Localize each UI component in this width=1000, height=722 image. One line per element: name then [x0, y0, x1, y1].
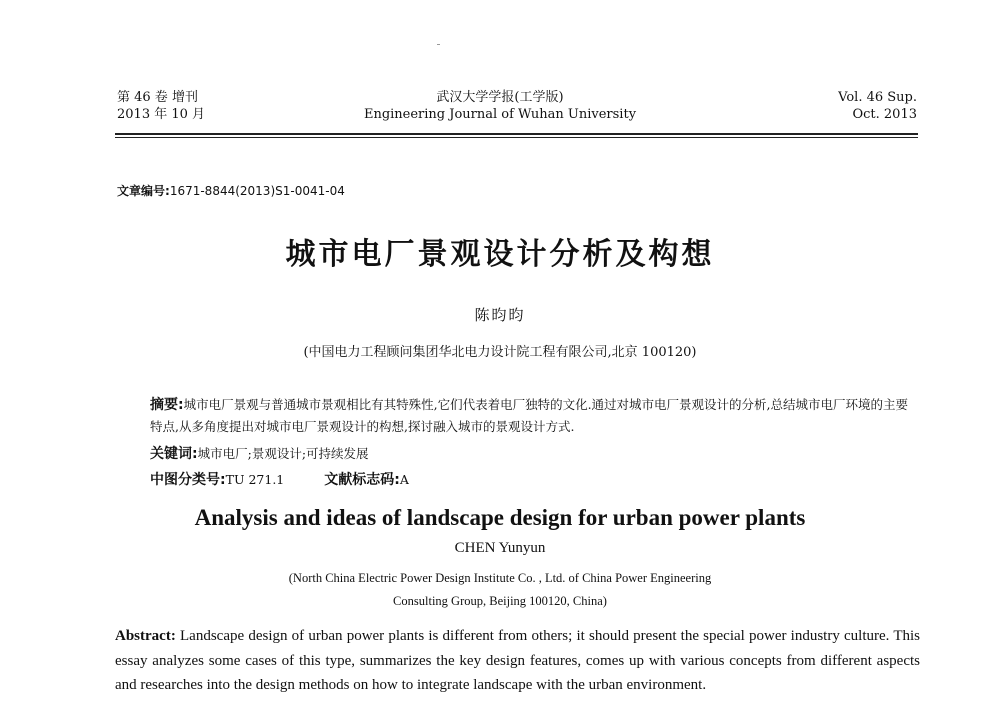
- publication-date-cn: 2013 年 10 月: [117, 107, 206, 122]
- keywords-cn: [150, 443, 369, 463]
- abstract-en-label: Abstract:: [115, 628, 176, 644]
- doc-code-label: 文献标志码:: [324, 472, 400, 488]
- paper-title-cn: 城市电厂景观设计分析及构想: [285, 237, 715, 272]
- volume-issue: 第 46 卷 增刊: [117, 90, 198, 105]
- keywords-cn-label: 关键词:: [150, 446, 198, 462]
- header-rule-thin: [115, 137, 918, 138]
- abstract-cn: [150, 394, 910, 437]
- abstract-cn-label: 摘要:: [150, 397, 184, 413]
- author-cn: 陈昀昀: [474, 306, 526, 324]
- abstract-cn-text: 城市电厂景观与普通城市景观相比有其特殊性,它们代表着电厂独特的文化.通过对城市电厂景观设计的分析,总结城市电厂环境的主要特点,从多角度提出对城市电厂景观设计的构想,探讨融入城市的景观设计方式.: [150, 397, 909, 434]
- clc-label: 中图分类号:: [150, 472, 226, 488]
- affiliation-cn: (中国电力工程顾问集团华北电力设计院工程有限公司,北京 100120): [303, 345, 697, 360]
- scan-speck: [437, 44, 440, 45]
- keywords-cn-text: 城市电厂;景观设计;可持续发展: [197, 446, 369, 461]
- clc-value: TU 271.1: [225, 472, 285, 487]
- paper-title-en: Analysis and ideas of landscape design for urban power plants: [194, 505, 806, 530]
- doc-code-value: A: [399, 472, 409, 487]
- header-right: [838, 89, 917, 123]
- abstract-en-text: Landscape design of urban power plants is different from others; it should present the special power industry culture. This essay analyzes some cases of this type, summarizes the key design features, comes up with various concepts from different aspects and researches into the design methods on how to integrate landscape with the urban environment.: [115, 628, 920, 693]
- header-left: [117, 89, 205, 123]
- affiliation-en: [0, 567, 1000, 613]
- author-en: CHEN Yunyun: [454, 540, 546, 556]
- journal-name-en: Engineering Journal of Wuhan University: [363, 107, 637, 122]
- article-number-label: 文章编号:: [117, 184, 170, 198]
- affiliation-en-line1: (North China Electric Power Design Institute Co. , Ltd. of China Power Engineering: [288, 571, 712, 585]
- publication-date-en: Oct. 2013: [852, 107, 917, 122]
- header-center: [360, 89, 640, 123]
- article-number: [117, 182, 345, 199]
- classification-line: [150, 469, 409, 489]
- affiliation-en-line2: Consulting Group, Beijing 100120, China): [393, 594, 607, 608]
- journal-name-cn: 武汉大学学报(工学版): [436, 90, 564, 105]
- volume-en: Vol. 46 Sup.: [838, 90, 917, 105]
- header-rule-thick: [115, 133, 918, 135]
- article-number-value: 1671-8844(2013)S1-0041-04: [169, 184, 345, 198]
- abstract-en: [115, 624, 920, 698]
